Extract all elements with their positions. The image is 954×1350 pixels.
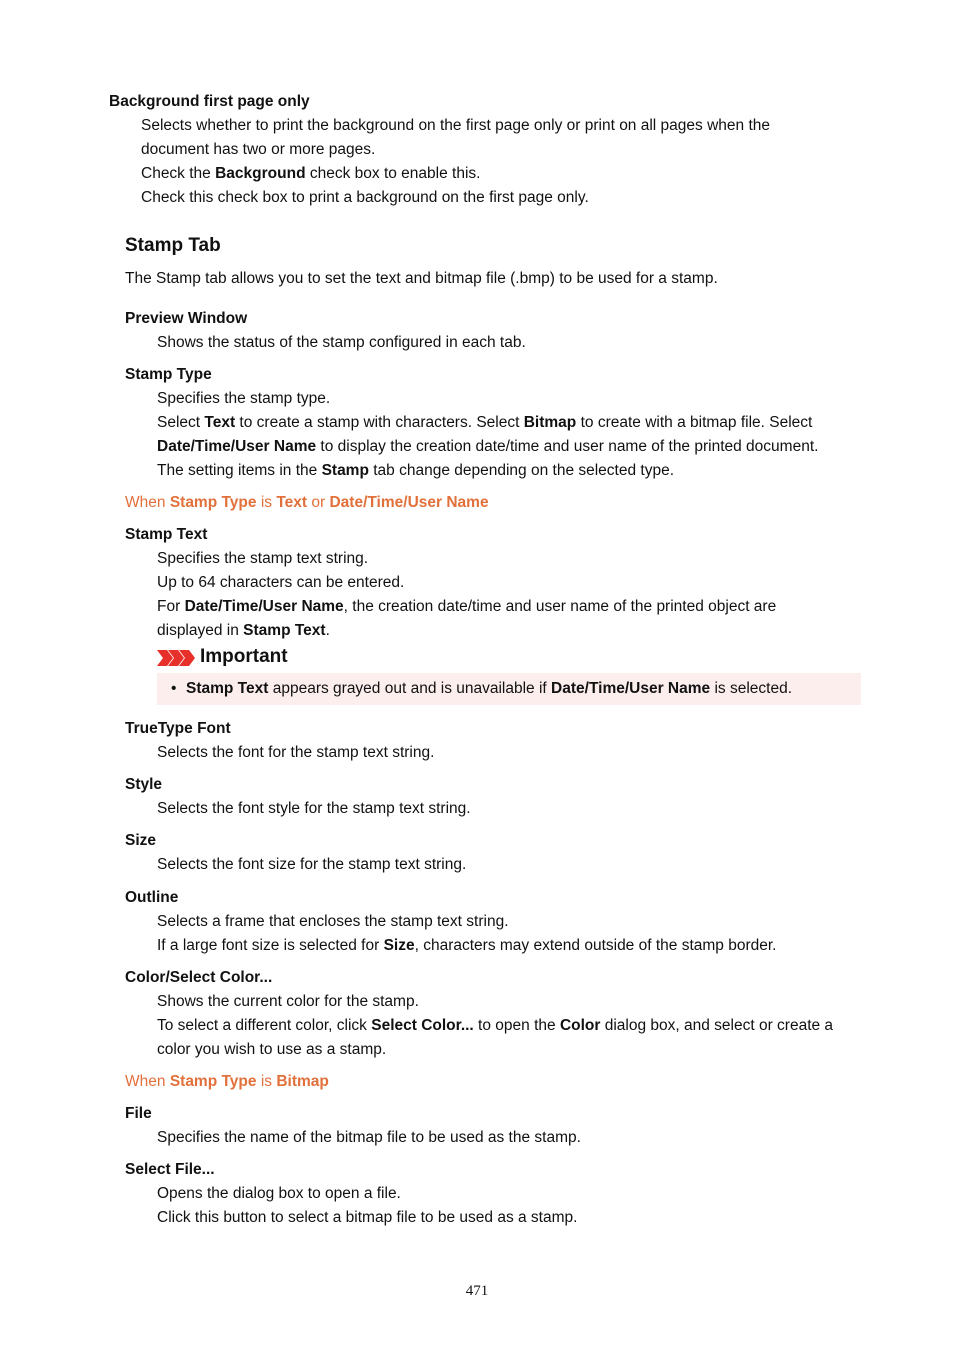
stamp-type-heading: Stamp Type (125, 366, 212, 383)
select-file-line1: Opens the dialog box to open a file. (157, 1185, 401, 1202)
stamp-type-line2: Select Text to create a stamp with characters. Select Bitmap to create with a bitmap file. Select (157, 414, 813, 431)
stamp-text-line3: For Date/Time/User Name, the creation date/time and user name of the printed object are (157, 598, 777, 615)
bg-first-page-heading: Background first page only (109, 93, 310, 110)
preview-window-heading: Preview Window (125, 310, 248, 327)
important-title: Important (200, 646, 288, 667)
size-heading: Size (125, 832, 157, 849)
file-heading: File (125, 1105, 152, 1122)
stamp-type-line1: Specifies the stamp type. (157, 390, 331, 407)
color-heading: Color/Select Color... (125, 969, 273, 986)
bg-first-page-line1: Selects whether to print the background on the first page only or print on all pages when the (141, 117, 770, 134)
select-file-line2: Click this button to select a bitmap file to be used as a stamp. (157, 1209, 578, 1226)
stamp-type-line3: Date/Time/User Name to display the creation date/time and user name of the printed document. (157, 438, 819, 455)
when-text-subheading: When Stamp Type is Text or Date/Time/User Name (125, 494, 489, 511)
stamp-text-heading: Stamp Text (125, 526, 208, 543)
when-bitmap-subheading: When Stamp Type is Bitmap (125, 1073, 329, 1090)
color-line3: color you wish to use as a stamp. (157, 1041, 387, 1058)
color-line1: Shows the current color for the stamp. (157, 993, 419, 1010)
select-file-heading: Select File... (125, 1161, 215, 1178)
bg-first-page-line3: Check the Background check box to enable this. (141, 165, 481, 182)
style-line1: Selects the font style for the stamp text string. (157, 800, 471, 817)
stamp-text-line4: displayed in Stamp Text. (157, 622, 330, 639)
color-line2: To select a different color, click Select Color... to open the Color dialog box, and select or create a (157, 1017, 834, 1034)
important-chevron-icon (157, 649, 197, 667)
file-line1: Specifies the name of the bitmap file to be used as the stamp. (157, 1129, 581, 1146)
bg-first-page-line4: Check this check box to print a background on the first page only. (141, 189, 589, 206)
stamp-text-line2: Up to 64 characters can be entered. (157, 574, 405, 591)
outline-line1: Selects a frame that encloses the stamp text string. (157, 913, 509, 930)
preview-window-line1: Shows the status of the stamp configured in each tab. (157, 334, 526, 351)
stamp-tab-title: Stamp Tab (125, 235, 221, 256)
page-number: 471 (465, 1283, 489, 1299)
truetype-font-heading: TrueType Font (125, 720, 231, 737)
outline-line2: If a large font size is selected for Size, characters may extend outside of the stamp border. (157, 937, 777, 954)
stamp-text-line1: Specifies the stamp text string. (157, 550, 369, 567)
size-line1: Selects the font size for the stamp text string. (157, 856, 467, 873)
important-bullet: • (171, 680, 177, 697)
truetype-font-line1: Selects the font for the stamp text string. (157, 744, 435, 761)
style-heading: Style (125, 776, 163, 793)
important-text: Stamp Text appears grayed out and is unavailable if Date/Time/User Name is selected. (186, 680, 793, 697)
bg-first-page-line2: document has two or more pages. (141, 141, 376, 158)
stamp-type-line4: The setting items in the Stamp tab change depending on the selected type. (157, 462, 675, 479)
stamp-tab-intro: The Stamp tab allows you to set the text and bitmap file (.bmp) to be used for a stamp. (125, 270, 718, 287)
outline-heading: Outline (125, 889, 179, 906)
